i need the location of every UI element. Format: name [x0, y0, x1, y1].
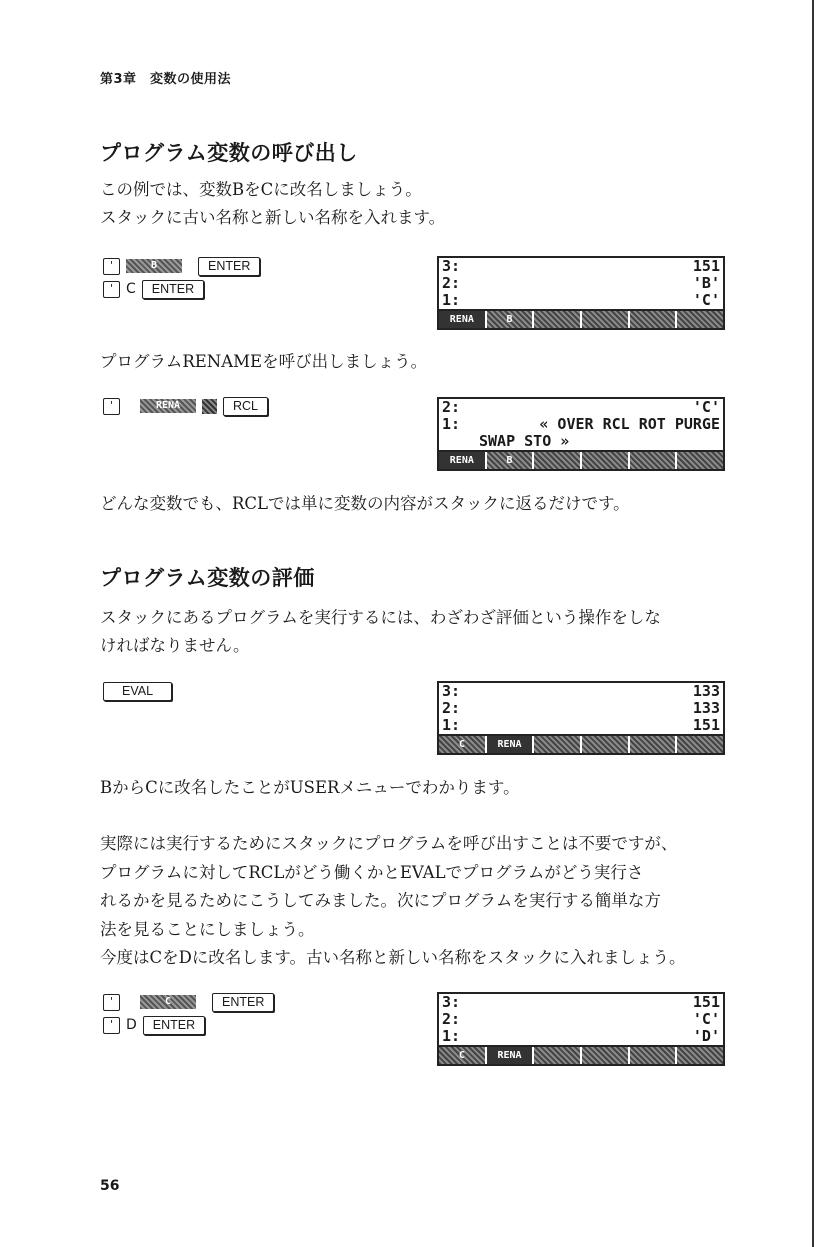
enter-key[interactable]: ENTER — [142, 280, 204, 299]
stack-level-1: 1: 'C' — [442, 291, 720, 309]
section-title-eval: プログラム変数の評価 — [100, 566, 315, 590]
page-number: 56 — [100, 1178, 120, 1194]
enter-key[interactable]: ENTER — [143, 1016, 205, 1035]
key-sequence-4a — [103, 991, 274, 1013]
menu-key-6 — [677, 1047, 723, 1064]
menu-key-5 — [630, 1047, 676, 1064]
softkey-b[interactable]: B — [126, 259, 182, 273]
menu-key-3 — [534, 452, 580, 469]
menu-bar — [439, 450, 723, 469]
stack-level-2: 2: 'C' — [442, 1010, 720, 1028]
page-edge-line — [812, 0, 814, 1247]
stack-level-1: 1: 151 — [442, 716, 720, 734]
softkey-c[interactable]: C — [140, 995, 196, 1009]
menu-key-5 — [630, 311, 676, 328]
stack-level-2: 2: 'C' — [442, 398, 720, 416]
menu-bar — [439, 309, 723, 328]
paragraph-call-rename: プログラムRENAMEを呼び出しましょう。 — [100, 352, 428, 371]
paragraph-rcl: どんな変数でも、RCLでは単に変数の内容がスタックに返るだけです。 — [100, 494, 630, 513]
stack-level-1: 1: « OVER RCL ROT PURGE — [442, 415, 720, 433]
menu-key-4 — [582, 736, 628, 753]
stack-level-2: 2: 133 — [442, 699, 720, 717]
quote-key[interactable]: ' — [103, 994, 120, 1011]
menu-key-6 — [677, 311, 723, 328]
calculator-screen-4 — [437, 992, 725, 1066]
menu-key-4 — [582, 452, 628, 469]
menu-key-2: RENA — [487, 736, 533, 753]
calculator-screen-2 — [437, 397, 725, 471]
key-sequence-2 — [103, 395, 268, 417]
menu-bar — [439, 1045, 723, 1064]
calculator-screen-3 — [437, 681, 725, 755]
menu-key-3 — [534, 311, 580, 328]
section-title-call: プログラム変数の呼び出し — [100, 141, 358, 165]
menu-key-3 — [534, 1047, 580, 1064]
paragraph-eval: スタックにあるプログラムを実行するには、わざわざ評価という操作をしな ければなりません。 — [100, 608, 661, 655]
quote-key[interactable]: ' — [103, 398, 120, 415]
calculator-screen-1 — [437, 256, 725, 330]
menu-key-2: B — [487, 311, 533, 328]
menu-key-2: B — [487, 452, 533, 469]
menu-key-1: RENA — [439, 311, 485, 328]
key-sequence-4b — [103, 1014, 205, 1036]
quote-key[interactable]: ' — [103, 281, 120, 298]
rcl-key[interactable]: RCL — [223, 397, 268, 416]
stack-level-3: 3: 133 — [442, 682, 720, 700]
shift-key[interactable] — [202, 399, 217, 414]
key-sequence-1a — [103, 255, 260, 277]
menu-key-4 — [582, 1047, 628, 1064]
menu-key-2: RENA — [487, 1047, 533, 1064]
key-sequence-3 — [103, 680, 172, 702]
chapter-header: 第3章 変数の使用法 — [100, 72, 232, 87]
quote-key[interactable]: ' — [103, 1017, 120, 1034]
paragraph-explanation: 実際には実行するためにスタックにプログラムを呼び出すことは不要ですが、 プログラムに対してRCLがどう働くかとEVALでプログラムがどう実行さ れるかを見るためにこうしてみました。次にプログラムを実行する簡単な方 法を見ることにしましょう。 今度はCをDに改名します。古い名称と新しい名称をスタックに入れましょう。 — [100, 834, 686, 967]
menu-key-5 — [630, 452, 676, 469]
menu-key-1: RENA — [439, 452, 485, 469]
enter-key[interactable]: ENTER — [198, 257, 260, 276]
paragraph-user-menu: BからCに改名したことがUSERメニューでわかります。 — [100, 778, 520, 797]
menu-key-1: C — [439, 1047, 485, 1064]
stack-level-3: 3: 151 — [442, 993, 720, 1011]
menu-key-6 — [677, 452, 723, 469]
eval-key[interactable]: EVAL — [103, 682, 172, 701]
stack-level-3: 3: 151 — [442, 257, 720, 275]
menu-bar — [439, 734, 723, 753]
menu-key-1: C — [439, 736, 485, 753]
menu-key-6 — [677, 736, 723, 753]
quote-key[interactable]: ' — [103, 258, 120, 275]
menu-key-3 — [534, 736, 580, 753]
menu-key-5 — [630, 736, 676, 753]
enter-key[interactable]: ENTER — [212, 993, 274, 1012]
menu-key-4 — [582, 311, 628, 328]
char-d: D — [126, 1017, 137, 1033]
stack-level-1-cont: SWAP STO » — [479, 432, 570, 450]
paragraph-intro: この例では、変数BをCに改名しましょう。 スタックに古い名称と新しい名称を入れます。 — [100, 180, 446, 227]
stack-level-2: 2: 'B' — [442, 274, 720, 292]
key-sequence-1b — [103, 278, 204, 300]
softkey-rena[interactable]: RENA — [140, 399, 196, 413]
char-c: C — [126, 281, 136, 297]
stack-level-1: 1: 'D' — [442, 1027, 720, 1045]
